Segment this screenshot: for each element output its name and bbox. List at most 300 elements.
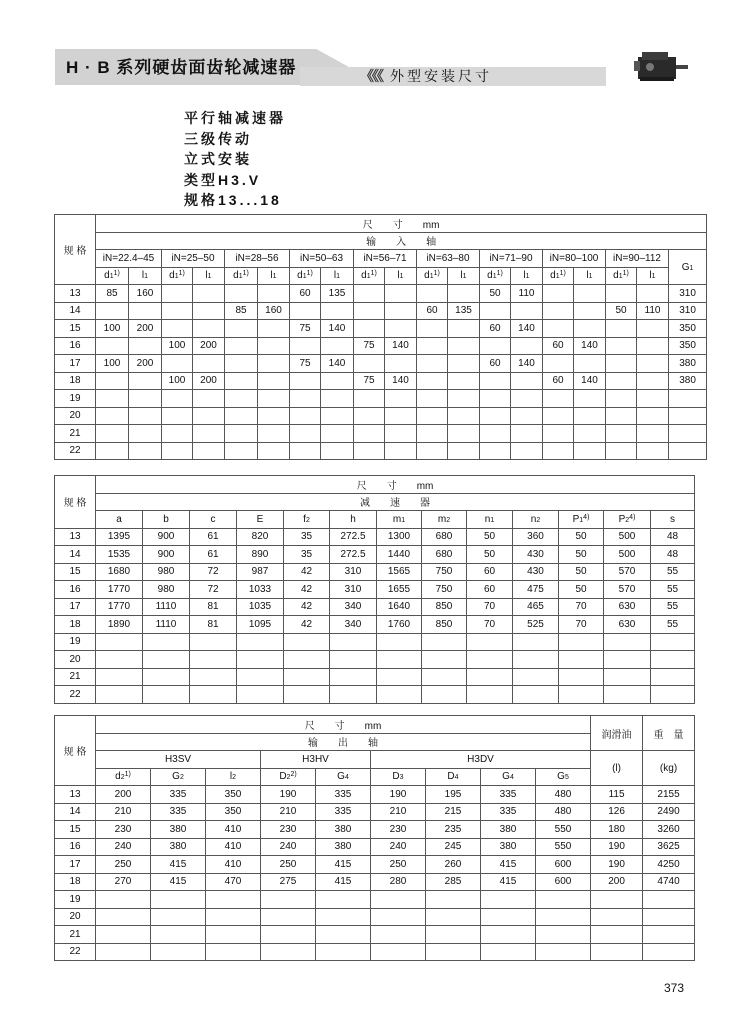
value-cell: 100 — [162, 337, 193, 355]
value-cell: 60 — [290, 285, 321, 303]
value-cell: 140 — [574, 337, 606, 355]
value-cell — [258, 442, 290, 460]
value-cell: 350 — [206, 803, 261, 821]
value-cell: 60 — [417, 302, 448, 320]
value-cell — [448, 407, 480, 425]
value-cell: 230 — [371, 821, 426, 839]
value-cell — [385, 407, 417, 425]
value-cell: 1440 — [377, 546, 422, 564]
value-cell: 250 — [371, 856, 426, 874]
value-cell — [321, 302, 354, 320]
spec-cell: 20 — [55, 651, 96, 669]
value-cell: 340 — [330, 616, 377, 634]
value-cell: 310 — [669, 285, 707, 303]
value-cell — [574, 425, 606, 443]
dimension-title: 尺 寸 mm — [96, 716, 591, 734]
value-cell — [426, 926, 481, 944]
d1-header: d1$^{1)}$ — [543, 267, 574, 285]
value-cell: 680 — [422, 528, 467, 546]
value-cell — [422, 686, 467, 704]
value-cell: 900 — [143, 546, 190, 564]
value-cell — [604, 686, 651, 704]
value-cell — [193, 302, 225, 320]
value-cell — [574, 355, 606, 373]
value-cell — [536, 926, 591, 944]
value-cell: 630 — [604, 616, 651, 634]
table-row — [55, 320, 707, 338]
value-cell — [129, 337, 162, 355]
value-cell: 1110 — [143, 616, 190, 634]
value-cell — [559, 651, 604, 669]
value-cell: 55 — [651, 581, 695, 599]
value-cell: 260 — [426, 856, 481, 874]
value-cell — [129, 407, 162, 425]
table-row — [55, 668, 695, 686]
spec-cell: 18 — [55, 372, 96, 390]
value-cell: 210 — [96, 803, 151, 821]
weight-header: 重 量 — [643, 716, 695, 751]
table-row — [55, 581, 695, 599]
value-cell — [143, 668, 190, 686]
value-cell — [206, 926, 261, 944]
value-cell: 285 — [426, 873, 481, 891]
value-cell: 75 — [354, 372, 385, 390]
value-cell — [637, 372, 669, 390]
value-cell: 42 — [284, 563, 330, 581]
value-cell — [417, 407, 448, 425]
value-cell — [354, 425, 385, 443]
value-cell — [467, 668, 513, 686]
value-cell — [96, 372, 129, 390]
value-cell — [511, 390, 543, 408]
value-cell: 750 — [422, 581, 467, 599]
spec-cell: 14 — [55, 546, 96, 564]
value-cell — [225, 320, 258, 338]
column-header: c — [190, 511, 237, 529]
value-cell — [330, 668, 377, 686]
value-cell: 140 — [385, 337, 417, 355]
value-cell — [261, 891, 316, 909]
value-cell: 280 — [371, 873, 426, 891]
value-cell — [536, 908, 591, 926]
value-cell: 81 — [190, 616, 237, 634]
d1-header: d1$^{1)}$ — [225, 267, 258, 285]
value-cell — [151, 908, 206, 926]
value-cell — [480, 302, 511, 320]
value-cell — [604, 668, 651, 686]
value-cell — [637, 355, 669, 373]
value-cell — [651, 686, 695, 704]
dimension-title: 尺 寸 mm — [96, 476, 695, 494]
value-cell: 1110 — [143, 598, 190, 616]
value-cell — [258, 372, 290, 390]
ratio-group-header: iN=90–112 — [606, 250, 669, 268]
value-cell — [143, 633, 190, 651]
spec-cell: 20 — [55, 908, 96, 926]
info-line: 三级传动 — [184, 130, 252, 147]
value-cell — [559, 668, 604, 686]
l1-header: l1 — [258, 267, 290, 285]
value-cell — [321, 337, 354, 355]
value-cell — [574, 320, 606, 338]
value-cell: 350 — [669, 320, 707, 338]
value-cell — [129, 425, 162, 443]
value-cell: 380 — [151, 838, 206, 856]
table-row — [55, 546, 695, 564]
value-cell — [321, 390, 354, 408]
value-cell — [96, 926, 151, 944]
value-cell — [321, 425, 354, 443]
value-cell — [193, 425, 225, 443]
value-cell — [193, 407, 225, 425]
value-cell — [637, 320, 669, 338]
value-cell — [591, 891, 643, 909]
value-cell — [481, 908, 536, 926]
value-cell: 85 — [96, 285, 129, 303]
d1-header: d1$^{1)}$ — [290, 267, 321, 285]
ratio-group-header: iN=80–100 — [543, 250, 606, 268]
column-header: G4 — [481, 768, 536, 786]
value-cell — [258, 390, 290, 408]
spec-cell: 19 — [55, 633, 96, 651]
value-cell — [448, 442, 480, 460]
value-cell: 475 — [513, 581, 559, 599]
value-cell — [481, 891, 536, 909]
table-row — [55, 563, 695, 581]
value-cell: 240 — [371, 838, 426, 856]
value-cell — [193, 442, 225, 460]
value-cell: 75 — [354, 337, 385, 355]
value-cell — [96, 943, 151, 961]
value-cell — [591, 926, 643, 944]
value-cell: 340 — [330, 598, 377, 616]
value-cell: 570 — [604, 563, 651, 581]
value-cell — [511, 425, 543, 443]
value-cell: 600 — [536, 856, 591, 874]
value-cell: 250 — [96, 856, 151, 874]
value-cell: 380 — [481, 838, 536, 856]
value-cell — [591, 908, 643, 926]
value-cell — [290, 337, 321, 355]
value-cell: 190 — [371, 786, 426, 804]
value-cell — [151, 891, 206, 909]
value-cell — [426, 943, 481, 961]
value-cell — [162, 425, 193, 443]
value-cell — [606, 337, 637, 355]
value-cell — [190, 668, 237, 686]
value-cell — [225, 442, 258, 460]
d1-header: d1$^{1)}$ — [96, 267, 129, 285]
value-cell — [371, 926, 426, 944]
value-cell: 1535 — [96, 546, 143, 564]
value-cell — [669, 407, 707, 425]
value-cell — [190, 686, 237, 704]
value-cell — [258, 425, 290, 443]
spec-cell: 17 — [55, 355, 96, 373]
column-header: l2 — [206, 768, 261, 786]
value-cell — [448, 355, 480, 373]
value-cell — [290, 302, 321, 320]
value-cell: 275 — [261, 873, 316, 891]
value-cell — [637, 285, 669, 303]
value-cell: 115 — [591, 786, 643, 804]
type-h3dv: H3DV — [371, 751, 591, 769]
value-cell: 72 — [190, 563, 237, 581]
value-cell: 61 — [190, 528, 237, 546]
column-header: a — [96, 511, 143, 529]
value-cell: 60 — [543, 337, 574, 355]
value-cell — [467, 651, 513, 669]
value-cell: 70 — [467, 598, 513, 616]
value-cell: 1890 — [96, 616, 143, 634]
value-cell: 1095 — [237, 616, 284, 634]
value-cell — [543, 285, 574, 303]
value-cell: 820 — [237, 528, 284, 546]
spec-cell: 18 — [55, 616, 96, 634]
value-cell: 61 — [190, 546, 237, 564]
value-cell — [385, 442, 417, 460]
value-cell — [606, 320, 637, 338]
value-cell — [237, 651, 284, 669]
value-cell: 60 — [467, 563, 513, 581]
value-cell — [422, 668, 467, 686]
value-cell — [426, 891, 481, 909]
value-cell — [316, 943, 371, 961]
value-cell — [604, 651, 651, 669]
value-cell: 200 — [591, 873, 643, 891]
l1-header: l1 — [574, 267, 606, 285]
value-cell: 200 — [129, 320, 162, 338]
column-header: m2 — [422, 511, 467, 529]
value-cell — [258, 337, 290, 355]
page-title: H · B 系列硬齿面齿轮减速器 — [66, 58, 297, 77]
value-cell: 480 — [536, 786, 591, 804]
spec-cell: 21 — [55, 425, 96, 443]
value-cell: 200 — [129, 355, 162, 373]
value-cell — [536, 891, 591, 909]
value-cell — [422, 651, 467, 669]
value-cell: 1033 — [237, 581, 284, 599]
value-cell: 410 — [206, 838, 261, 856]
weight-unit: (kg) — [643, 751, 695, 786]
spec-cell: 16 — [55, 337, 96, 355]
value-cell: 415 — [481, 873, 536, 891]
value-cell — [96, 633, 143, 651]
value-cell — [129, 442, 162, 460]
value-cell — [543, 355, 574, 373]
spec-cell: 13 — [55, 285, 96, 303]
value-cell: 70 — [559, 598, 604, 616]
value-cell — [330, 633, 377, 651]
value-cell: 750 — [422, 563, 467, 581]
value-cell: 980 — [143, 563, 190, 581]
value-cell — [258, 320, 290, 338]
value-cell: 310 — [330, 581, 377, 599]
value-cell — [513, 686, 559, 704]
chevron-arrows-icon: 《《《 — [360, 68, 382, 84]
column-header: f2 — [284, 511, 330, 529]
value-cell: 135 — [321, 285, 354, 303]
value-cell — [354, 407, 385, 425]
value-cell — [96, 651, 143, 669]
value-cell: 135 — [448, 302, 480, 320]
value-cell — [574, 442, 606, 460]
table-row — [55, 651, 695, 669]
value-cell: 4250 — [643, 856, 695, 874]
value-cell — [385, 302, 417, 320]
value-cell — [651, 633, 695, 651]
column-header: G4 — [316, 768, 371, 786]
spec-cell: 13 — [55, 786, 96, 804]
value-cell — [574, 302, 606, 320]
value-cell — [284, 686, 330, 704]
value-cell — [543, 390, 574, 408]
value-cell — [513, 633, 559, 651]
value-cell: 70 — [467, 616, 513, 634]
value-cell — [225, 425, 258, 443]
value-cell: 380 — [669, 355, 707, 373]
value-cell: 110 — [511, 285, 543, 303]
value-cell — [316, 891, 371, 909]
column-header: n2 — [513, 511, 559, 529]
value-cell: 360 — [513, 528, 559, 546]
column-header: P1$^{4)}$ — [559, 511, 604, 529]
value-cell: 600 — [536, 873, 591, 891]
value-cell — [480, 442, 511, 460]
value-cell: 1760 — [377, 616, 422, 634]
value-cell — [96, 407, 129, 425]
value-cell: 850 — [422, 598, 467, 616]
column-header: b — [143, 511, 190, 529]
ratio-group-header: iN=22.4–45 — [96, 250, 162, 268]
value-cell — [426, 908, 481, 926]
product-info — [184, 108, 286, 211]
value-cell — [637, 407, 669, 425]
value-cell — [321, 372, 354, 390]
value-cell — [129, 390, 162, 408]
column-header: G5 — [536, 768, 591, 786]
oil-header: 润滑油 — [591, 716, 643, 751]
value-cell: 240 — [96, 838, 151, 856]
value-cell: 75 — [290, 355, 321, 373]
spec-cell: 19 — [55, 390, 96, 408]
spec-cell: 21 — [55, 668, 96, 686]
value-cell: 550 — [536, 821, 591, 839]
value-cell — [511, 302, 543, 320]
column-header: s — [651, 511, 695, 529]
column-header: D2$^{2)}$ — [261, 768, 316, 786]
value-cell — [354, 302, 385, 320]
value-cell — [225, 372, 258, 390]
table-row — [55, 528, 695, 546]
value-cell: 415 — [481, 856, 536, 874]
value-cell: 55 — [651, 563, 695, 581]
spec-cell: 17 — [55, 856, 96, 874]
value-cell — [225, 407, 258, 425]
value-cell — [162, 285, 193, 303]
value-cell — [330, 651, 377, 669]
l1-header: l1 — [385, 267, 417, 285]
column-header: d2$^{1)}$ — [96, 768, 151, 786]
table-row — [55, 407, 707, 425]
value-cell: 1395 — [96, 528, 143, 546]
value-cell — [237, 686, 284, 704]
value-cell — [606, 407, 637, 425]
value-cell — [417, 355, 448, 373]
value-cell — [162, 390, 193, 408]
column-header: D3 — [371, 768, 426, 786]
value-cell — [290, 372, 321, 390]
value-cell — [290, 407, 321, 425]
value-cell — [143, 686, 190, 704]
value-cell: 890 — [237, 546, 284, 564]
value-cell: 1640 — [377, 598, 422, 616]
value-cell: 1770 — [96, 581, 143, 599]
value-cell: 1565 — [377, 563, 422, 581]
value-cell: 245 — [426, 838, 481, 856]
value-cell — [606, 355, 637, 373]
value-cell — [96, 891, 151, 909]
value-cell — [354, 320, 385, 338]
value-cell — [574, 390, 606, 408]
value-cell: 525 — [513, 616, 559, 634]
value-cell: 140 — [321, 355, 354, 373]
value-cell — [377, 651, 422, 669]
value-cell: 480 — [536, 803, 591, 821]
table-row — [55, 821, 695, 839]
table-row — [55, 856, 695, 874]
value-cell: 900 — [143, 528, 190, 546]
value-cell — [606, 372, 637, 390]
value-cell: 235 — [426, 821, 481, 839]
value-cell: 465 — [513, 598, 559, 616]
value-cell: 230 — [96, 821, 151, 839]
l1-header: l1 — [637, 267, 669, 285]
value-cell — [448, 285, 480, 303]
value-cell — [417, 285, 448, 303]
value-cell: 140 — [574, 372, 606, 390]
value-cell: 380 — [669, 372, 707, 390]
value-cell — [96, 425, 129, 443]
value-cell — [330, 686, 377, 704]
l1-header: l1 — [193, 267, 225, 285]
value-cell — [637, 442, 669, 460]
value-cell: 50 — [467, 528, 513, 546]
spec-cell: 17 — [55, 598, 96, 616]
ratio-group-header: iN=56–71 — [354, 250, 417, 268]
value-cell — [321, 442, 354, 460]
d1-header: d1$^{1)}$ — [162, 267, 193, 285]
value-cell: 50 — [606, 302, 637, 320]
value-cell: 190 — [261, 786, 316, 804]
section-subtitle — [360, 66, 492, 86]
ratio-group-header: iN=71–90 — [480, 250, 543, 268]
value-cell — [261, 943, 316, 961]
spec-cell: 18 — [55, 873, 96, 891]
value-cell — [151, 926, 206, 944]
g1-header: G1 — [669, 250, 707, 285]
type-h3sv: H3SV — [96, 751, 261, 769]
value-cell: 380 — [316, 838, 371, 856]
value-cell: 50 — [559, 528, 604, 546]
value-cell — [284, 668, 330, 686]
value-cell — [669, 390, 707, 408]
l1-header: l1 — [511, 267, 543, 285]
value-cell: 60 — [467, 581, 513, 599]
value-cell: 35 — [284, 546, 330, 564]
value-cell: 126 — [591, 803, 643, 821]
value-cell: 1300 — [377, 528, 422, 546]
